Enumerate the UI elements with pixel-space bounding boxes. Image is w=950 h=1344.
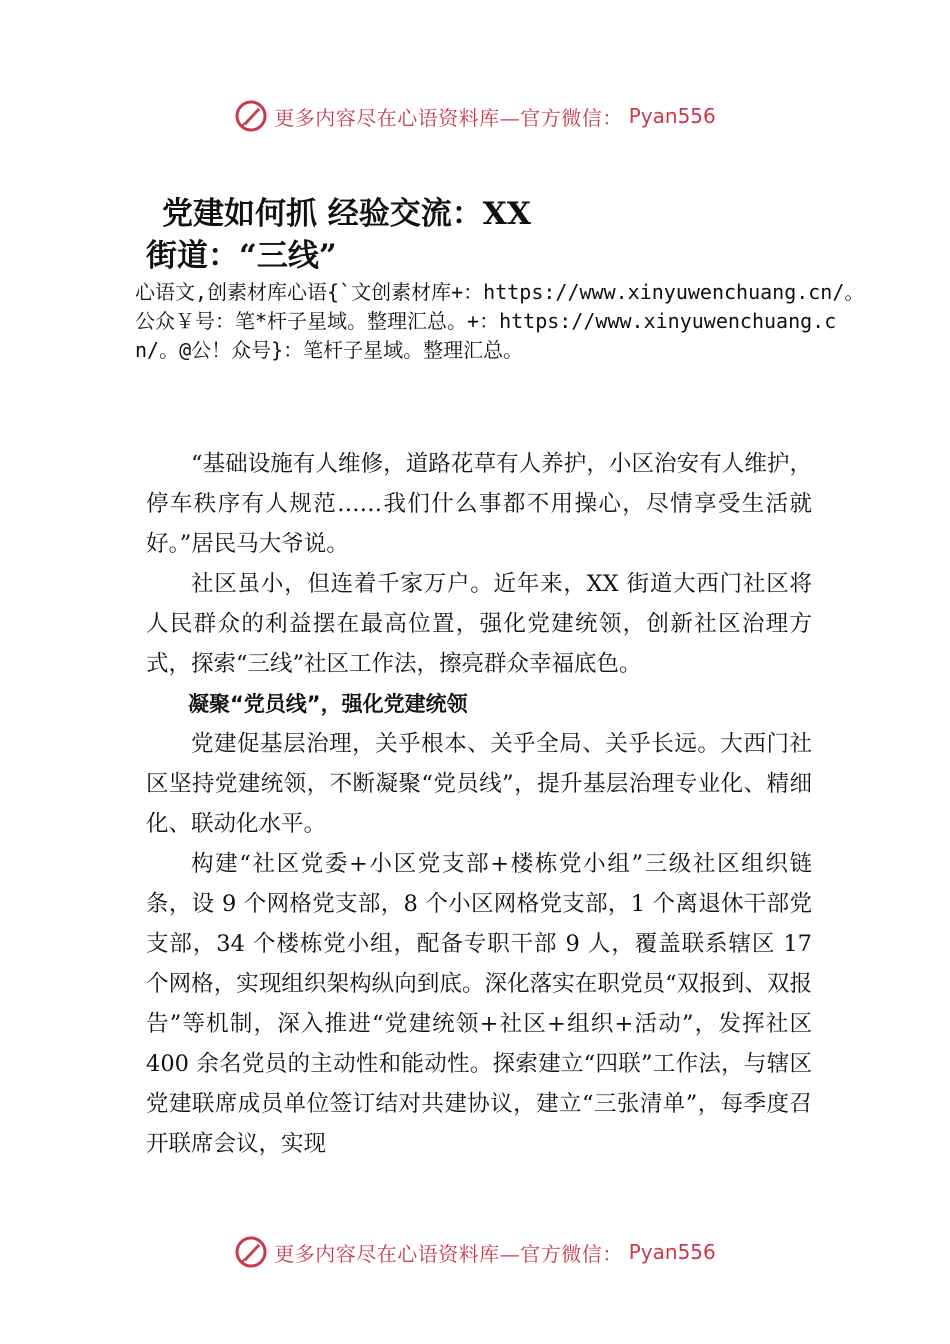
document-title (146, 193, 666, 277)
section-heading: 凝聚“党员线”，强化党建统领 (188, 692, 468, 716)
footer-banner (0, 1232, 950, 1272)
paragraph-4: 构建“社区党委+小区党支部+楼栋党小组”三级社区组织链条，设 9 个网格党支部，8 个小区网格党支部，1 个离退休干部党支部，34 个楼栋党小组，配备专职干部 9 人，覆盖联系辖区 17 个网格，实现组织架构纵向到底。深化落实在职党员“双报到、双报告”等机制，深入推进“党建统领+社区+组织+活动”，发挥社区 400 余名党员的主动性和能动性。探索建立“四联”工作法，与辖区党建联席成员单位签订结对共建协议，建立“三张清单”，每季度召开联席会议，实现 (146, 851, 812, 1157)
paragraph-3: 党建促基层治理，关乎根本、关乎全局、关乎长远。大西门社区坚持党建统领，不断凝聚“党员线”，提升基层治理专业化、精细化、联动化水平。 (146, 731, 812, 837)
banner-text: 更多内容尽在心语资料库—官方微信： (274, 1241, 623, 1266)
wechat-id: Pyan556 (628, 104, 716, 128)
wechat-id: Pyan556 (628, 1240, 716, 1264)
paragraph-1: “基础设施有人维修，道路花草有人养护，小区治安有人维护，停车秩序有人规范……我们什么事都不用操心，尽情享受生活就好。”居民马大爷说。 (146, 451, 812, 557)
paragraph-2: 社区虽小，但连着千家万户。近年来，XX 街道大西门社区将人民群众的利益摆在最高位置，强化党建统领，创新社区治理方式，探索“三线”社区工作法，擦亮群众幸福底色。 (146, 571, 812, 677)
article-body (146, 444, 812, 1164)
banner-text: 更多内容尽在心语资料库—官方微信： (274, 105, 623, 130)
title-line-2: 街道：“三线” (146, 238, 337, 274)
title-line-1: 党建如何抓 经验交流：XX (162, 196, 531, 232)
quill-seal-icon (234, 1235, 268, 1269)
source-note: 心语文,创素材库心语{`文创素材库+：https://www.xinyuwenchuang.cn/。公众￥号：笔*杆子星域。整理汇总。+：https://www.xinyuwenchuang.cn/。@公！众号}：笔杆子星域。整理汇总。 (135, 280, 865, 362)
quill-seal-icon (234, 99, 268, 133)
header-banner (0, 96, 950, 136)
